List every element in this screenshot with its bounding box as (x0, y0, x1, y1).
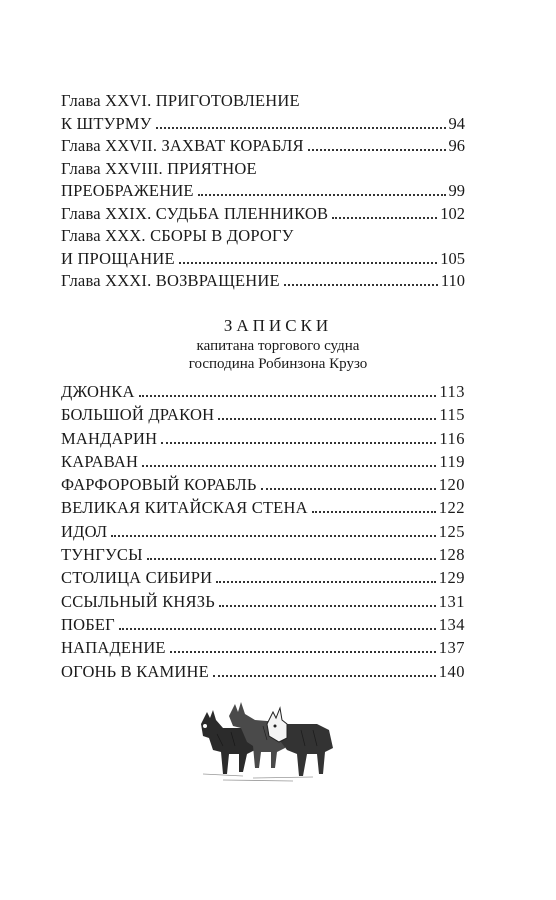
toc-entry-page: 115 (439, 405, 465, 425)
dot-leader (312, 510, 436, 513)
dot-leader (216, 580, 436, 583)
dot-leader (219, 604, 436, 607)
toc-entry-title: МАНДАРИН (61, 428, 158, 448)
toc-entry-page: 125 (438, 521, 465, 541)
dot-leader (213, 674, 436, 677)
toc-entry-title: Глава XXXI. ВОЗВРАЩЕНИЕ (61, 271, 280, 290)
toc-entry-page: 137 (438, 638, 465, 658)
toc-entry-title: НАПАДЕНИЕ (61, 638, 166, 658)
toc-entry-title: Глава XXIX. СУДЬБА ПЛЕННИКОВ (61, 203, 329, 223)
toc-entry[interactable] (61, 520, 465, 543)
toc-entry[interactable] (61, 158, 465, 203)
toc-entry[interactable] (61, 590, 465, 613)
toc-entry-page: 128 (438, 545, 465, 565)
dot-leader (111, 534, 435, 537)
dot-leader (170, 650, 436, 653)
dot-leader (332, 216, 437, 219)
goats-illustration-icon (183, 694, 343, 784)
section-subtitle: капитана торгового судна (196, 338, 360, 354)
dot-leader (261, 487, 436, 490)
toc-entry-title: Глава XXX. СБОРЫ В ДОРОГУ (61, 226, 294, 245)
toc-entry-page: 94 (448, 113, 465, 133)
toc-entry-title: ВЕЛИКАЯ КИТАЙСКАЯ СТЕНА (61, 498, 308, 518)
toc-entry-page: 119 (439, 451, 465, 471)
toc-entry[interactable] (61, 543, 465, 566)
toc-entry-page: 129 (438, 568, 465, 588)
toc-entry-page: 134 (438, 614, 465, 634)
section-title: ЗАПИСКИ (223, 316, 333, 335)
toc-entry-page: 116 (439, 428, 465, 448)
dot-leader (308, 148, 446, 151)
dot-leader (147, 557, 436, 560)
dot-leader (142, 464, 436, 467)
toc-entry-title: Глава XXVIII. ПРИЯТНОЕ (61, 158, 257, 178)
toc-entry-title: ССЫЛЬНЫЙ КНЯЗЬ (61, 591, 215, 611)
dot-leader (218, 417, 436, 420)
toc-entry[interactable] (61, 203, 465, 226)
toc-entry[interactable] (61, 90, 465, 135)
chapter-toc (61, 90, 465, 293)
dot-leader (198, 193, 446, 196)
toc-entry-title-cont: И ПРОЩАНИЕ (61, 248, 175, 268)
toc-entry-title: ИДОЛ (61, 521, 108, 541)
toc-entry-page: 96 (448, 136, 465, 155)
toc-entry-page: 99 (448, 181, 465, 200)
toc-entry-title: ТУНГУСЫ (61, 545, 143, 565)
toc-entry-page: 105 (440, 248, 465, 268)
toc-entry-title: ОГОНЬ В КАМИНЕ (61, 661, 209, 681)
toc-entry[interactable] (61, 427, 465, 450)
toc-entry-page: 113 (439, 382, 465, 401)
toc-entry-page: 102 (440, 203, 465, 223)
toc-entry[interactable] (61, 496, 465, 519)
toc-entry-page: 140 (438, 661, 465, 681)
toc-entry[interactable] (61, 450, 465, 473)
section-subtitle: господина Робинзона Крузо (188, 356, 368, 372)
toc-entry-page: 110 (440, 271, 465, 290)
toc-entry[interactable] (61, 636, 465, 659)
toc-entry[interactable] (61, 225, 465, 270)
toc-entry[interactable] (61, 660, 465, 683)
toc-entry-page: 131 (438, 591, 465, 611)
toc-entry-title: Глава XXVII. ЗАХВАТ КОРАБЛЯ (61, 136, 304, 155)
toc-entry-title: ПОБЕГ (61, 614, 115, 634)
dot-leader (284, 283, 438, 286)
dot-leader (179, 261, 438, 264)
dot-leader (119, 627, 436, 630)
section-heading (0, 315, 556, 373)
toc-entry-title-cont: К ШТУРМУ (61, 113, 152, 133)
notes-toc (61, 380, 465, 683)
toc-entry-title: БОЛЬШОЙ ДРАКОН (61, 405, 215, 425)
toc-entry-title: ФАРФОРОВЫЙ КОРАБЛЬ (61, 475, 257, 495)
toc-entry-title-cont: ПРЕОБРАЖЕНИЕ (61, 181, 194, 200)
toc-entry[interactable] (61, 270, 465, 293)
toc-entry[interactable] (61, 566, 465, 589)
dot-leader (139, 394, 437, 397)
toc-entry-title: ДЖОНКА (61, 382, 135, 401)
toc-entry-page: 122 (438, 498, 465, 518)
toc-entry[interactable] (61, 403, 465, 426)
goats-illustration-svg (183, 694, 343, 784)
dot-leader (161, 441, 436, 444)
toc-entry-page: 120 (438, 475, 465, 495)
toc-entry[interactable] (61, 473, 465, 496)
toc-entry-title: Глава XXVI. ПРИГОТОВЛЕНИЕ (61, 91, 300, 110)
toc-entry[interactable] (61, 380, 465, 403)
toc-entry-title: СТОЛИЦА СИБИРИ (61, 568, 213, 588)
toc-entry-title: КАРАВАН (61, 451, 139, 471)
toc-entry[interactable] (61, 135, 465, 158)
toc-entry[interactable] (61, 613, 465, 636)
dot-leader (156, 126, 446, 129)
